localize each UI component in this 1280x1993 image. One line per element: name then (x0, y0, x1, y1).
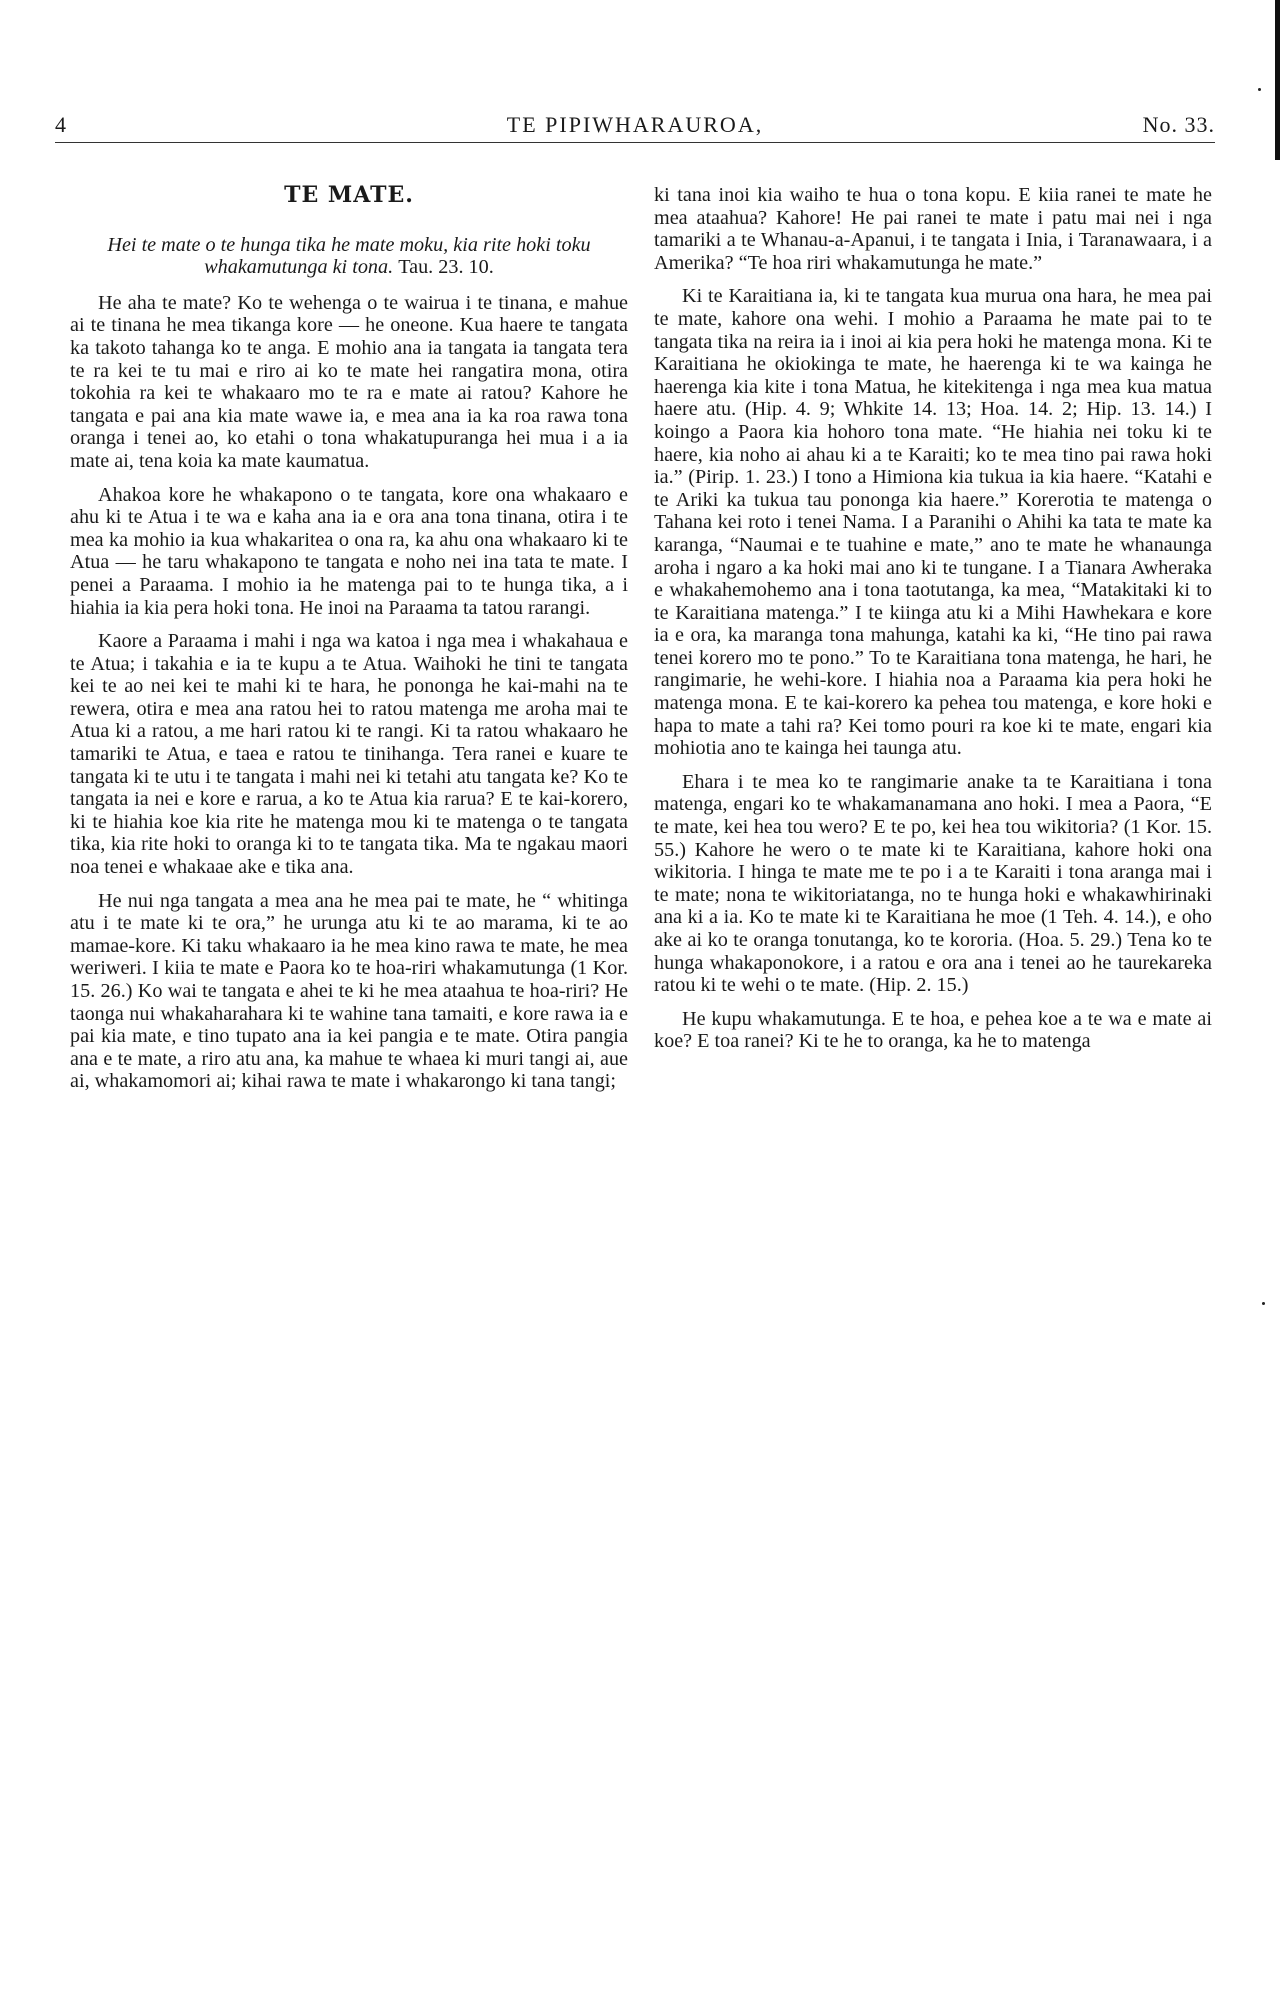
issue-number: No. 33. (1142, 112, 1215, 137)
paragraph: He nui nga tangata a mea ana he mea pai te mate, he “ whitinga atu i te mate ki te ora,” he urunga atu ki te ao marama, ki te ao mamae-kore. Ki taku whakaaro ia he mea kino rawa te mate, he mea weriweri. I kiia te mate e Paora ko te hoa-riri whakamutunga (1 Kor. 15. 26.) Ko wai te tangata e ahei te ki he mea ataahua te hoa-riri? He taonga nui whakaharahara ki te wahine tana tamaiti, e kore rawa ia e pai kia mate, e tino tupato ana ia kei pangia e te mate. Otira pangia ana e te mate, a riro atu ana, ka mahue te whaea ki muri tangi ai, aue ai, whakamomori ai; kihai rawa te mate i whakarongo ki tana tangi; (70, 889, 628, 1093)
page-number: 4 (55, 112, 66, 137)
paragraph: Kaore a Paraama i mahi i nga wa katoa i nga mea i whakahaua e te Atua; i takahia e ia te kupu a te Atua. Waihoki he tini te tangata kei te ao nei kei te mahi ki te hara, he pononga he kai-mahi na te rewera, otira e mea ana ratou hei to ratou matenga me aroha mai te Atua ki a ratou, a me hari ratou ki te rangi. Ki ta ratou whakaaro he tamariki te Atua, e taea e ratou te tinihanga. Tera ranei e kuare te tangata ki te utu i te tangata i mahi nei ki tetahi atu tangata ke? Ko te tangata ia nei e kore e rarua, a ko te Atua kia rarua? E te kai-korero, ki te hiahia koe kia rite he matenga mou ki te matenga o te tangata tika, kia rite hoki to oranga ki to te tangata tika. Ma te ngakau maori noa tenei e whakaae ake e tika ana. (70, 630, 628, 879)
page-header (55, 108, 1215, 144)
paragraph: Ehara i te mea ko te rangimarie anake ta te Karaitiana i tona matenga, engari ko te whakamanamana ano hoki. I mea a Paora, “E te mate, kei hea tou wero? E te po, kei hea tou wikitoria? (1 Kor. 15. 55.) Kahore he wero o te mate ki te Karaitiana, kahore hoki ona wikitoria. I hinga te mate me te po i a te Karaiti i tona aranga mai i te mate; nona te wikitoriatanga, no te hunga hoki e whakawhirinaki ana ki a ia. Ko te mate ki te Karaitiana he moe (1 Teh. 4. 14.), e oho ake ai ko te oranga tonutanga, ko te kororia. (Hoa. 5. 29.) Tena ko te hunga whakaponokore, i a ratou e ora ana i tenei ao he taurekareka ratou ki te wehi o te mate. (Hip. 2. 15.) (654, 770, 1212, 997)
article-title: TE MATE. (284, 182, 414, 208)
epigraph-reference: Tau. 23. 10. (398, 256, 494, 279)
scan-speck (1262, 1302, 1265, 1305)
paragraph: He kupu whakamutunga. E te hoa, e pehea koe a te wa e mate ai koe? E toa ranei? Ki te he to oranga, ka he to matenga (654, 1007, 1212, 1053)
scan-speck (1258, 88, 1261, 91)
epigraph (70, 234, 628, 279)
paragraph: Ki te Karaitiana ia, ki te tangata kua murua ona hara, he mea pai te mate, kahore ona wehi. I mohio a Paraama he mate pai to te tangata tika na reira ia i inoi ai kia pera hoki he matenga mona. Ki te Karaitiana he okiokinga te mate, he haerenga ki te wa kainga he haerenga kia kite i tona Matua, he kitekitenga i nga mea kua matua haere atu. (Hip. 4. 9; Whkite 14. 13; Hoa. 14. 2; Hip. 13. 14.) I koingo a Paora kia hohoro tona mate. “He hiahia nei toku ki te haere, kia noho ai ahau ki a te Karaiti; ko te mea tino pai rawa hoki ia.” (Pirip. 1. 23.) I tono a Himiona kia tukua ia kia haere. “Katahi e te Ariki ka tukua tau pononga kia haere.” Korerotia te matenga o Tahana kei roto i tenei Nama. I a Paranihi o Ahihi ka tata te mate ka karanga, “Naumai e te tuahine e mate,” ano te mate he whanaunga aroha i ngaro a ka hoki mai ano ki te tungane. I a Tianara Awheraka e whakahemohemo ana i tona taotutanga, ka mea, “Matakitaki ki to te Karaitiana matenga.” I te kiinga atu ki a Mihi Hawhekara e kore ia e ora, ka maranga tona mahunga, katahi ka ki, “He tino pai rawa tenei korero mo te pono.” To te Karaitiana tona matenga, he hari, he rangimarie, he wehi-kore. I hiahia noa a Paraama kia pera hoki he matenga mona. E te kai-korero ka pehea tou matenga, e kore hoki e hapa to mate a tahi ra? Kei tomo pouri ra koe ki te mate, engari kia mohiotia ano te kainga hei taunga atu. (654, 285, 1212, 760)
paragraph: He aha te mate? Ko te wehenga o te wairua i te tinana, e mahue ai te tinana he mea tikanga kore — he oneone. Kua haere te tangata ka takoto tahanga ko te anga. E mohio ana ia tangata ia tangata tera te ra kei te tu mai e riro ai ko te mate hei rangatira mona, otira tokohia ra kei te whakaaro mo te ra e mate ai ratou? Kahore he tangata e pai ana kia mate wawe ia, e mea ana ia ka roa rawa tona oranga i tenei ao, ko etahi o tona whakatupuranga hei mua i a ia mate ai, tena koia ka mate kaumatua. (70, 291, 628, 472)
header-rule (55, 142, 1215, 143)
right-column (654, 184, 1212, 1064)
scan-edge-shadow (1275, 0, 1280, 160)
left-column (70, 170, 628, 1104)
masthead-title: TE PIPIWHARAUROA, (506, 112, 764, 137)
paragraph: Ahakoa kore he whakapono o te tangata, kore ona whakaaro e ahu ki te Atua i te wa e kaha ana ia e ora ana tona tinana, otira i te mea ka mohio ia kua whakaritea o ona ra, ka ahu ona whakaaro ki te Atua — he taru whakapono te tangata e noho nei ina tata te mate. I penei a Paraama. I mohio ia he matenga pai to te hunga tika, a i hiahia ia kia pera hoki tona. He inoi na Paraama ta tatou rarangi. (70, 483, 628, 619)
epigraph-text: Hei te mate o te hunga tika he mate moku, kia rite hoki toku whakamutunga ki tona. (107, 233, 591, 279)
paragraph-continued: ki tana inoi kia waiho te hua o tona kopu. E kiia ranei te mate he mea ataahua? Kahore! He pai ranei te mate i patu mai nei i nga tamariki a te Whanau-a-Apanui, i te tangata i Inia, i Taranawaara, i a Amerika? “Te hoa riri whakamutunga he mate.” (654, 184, 1212, 274)
